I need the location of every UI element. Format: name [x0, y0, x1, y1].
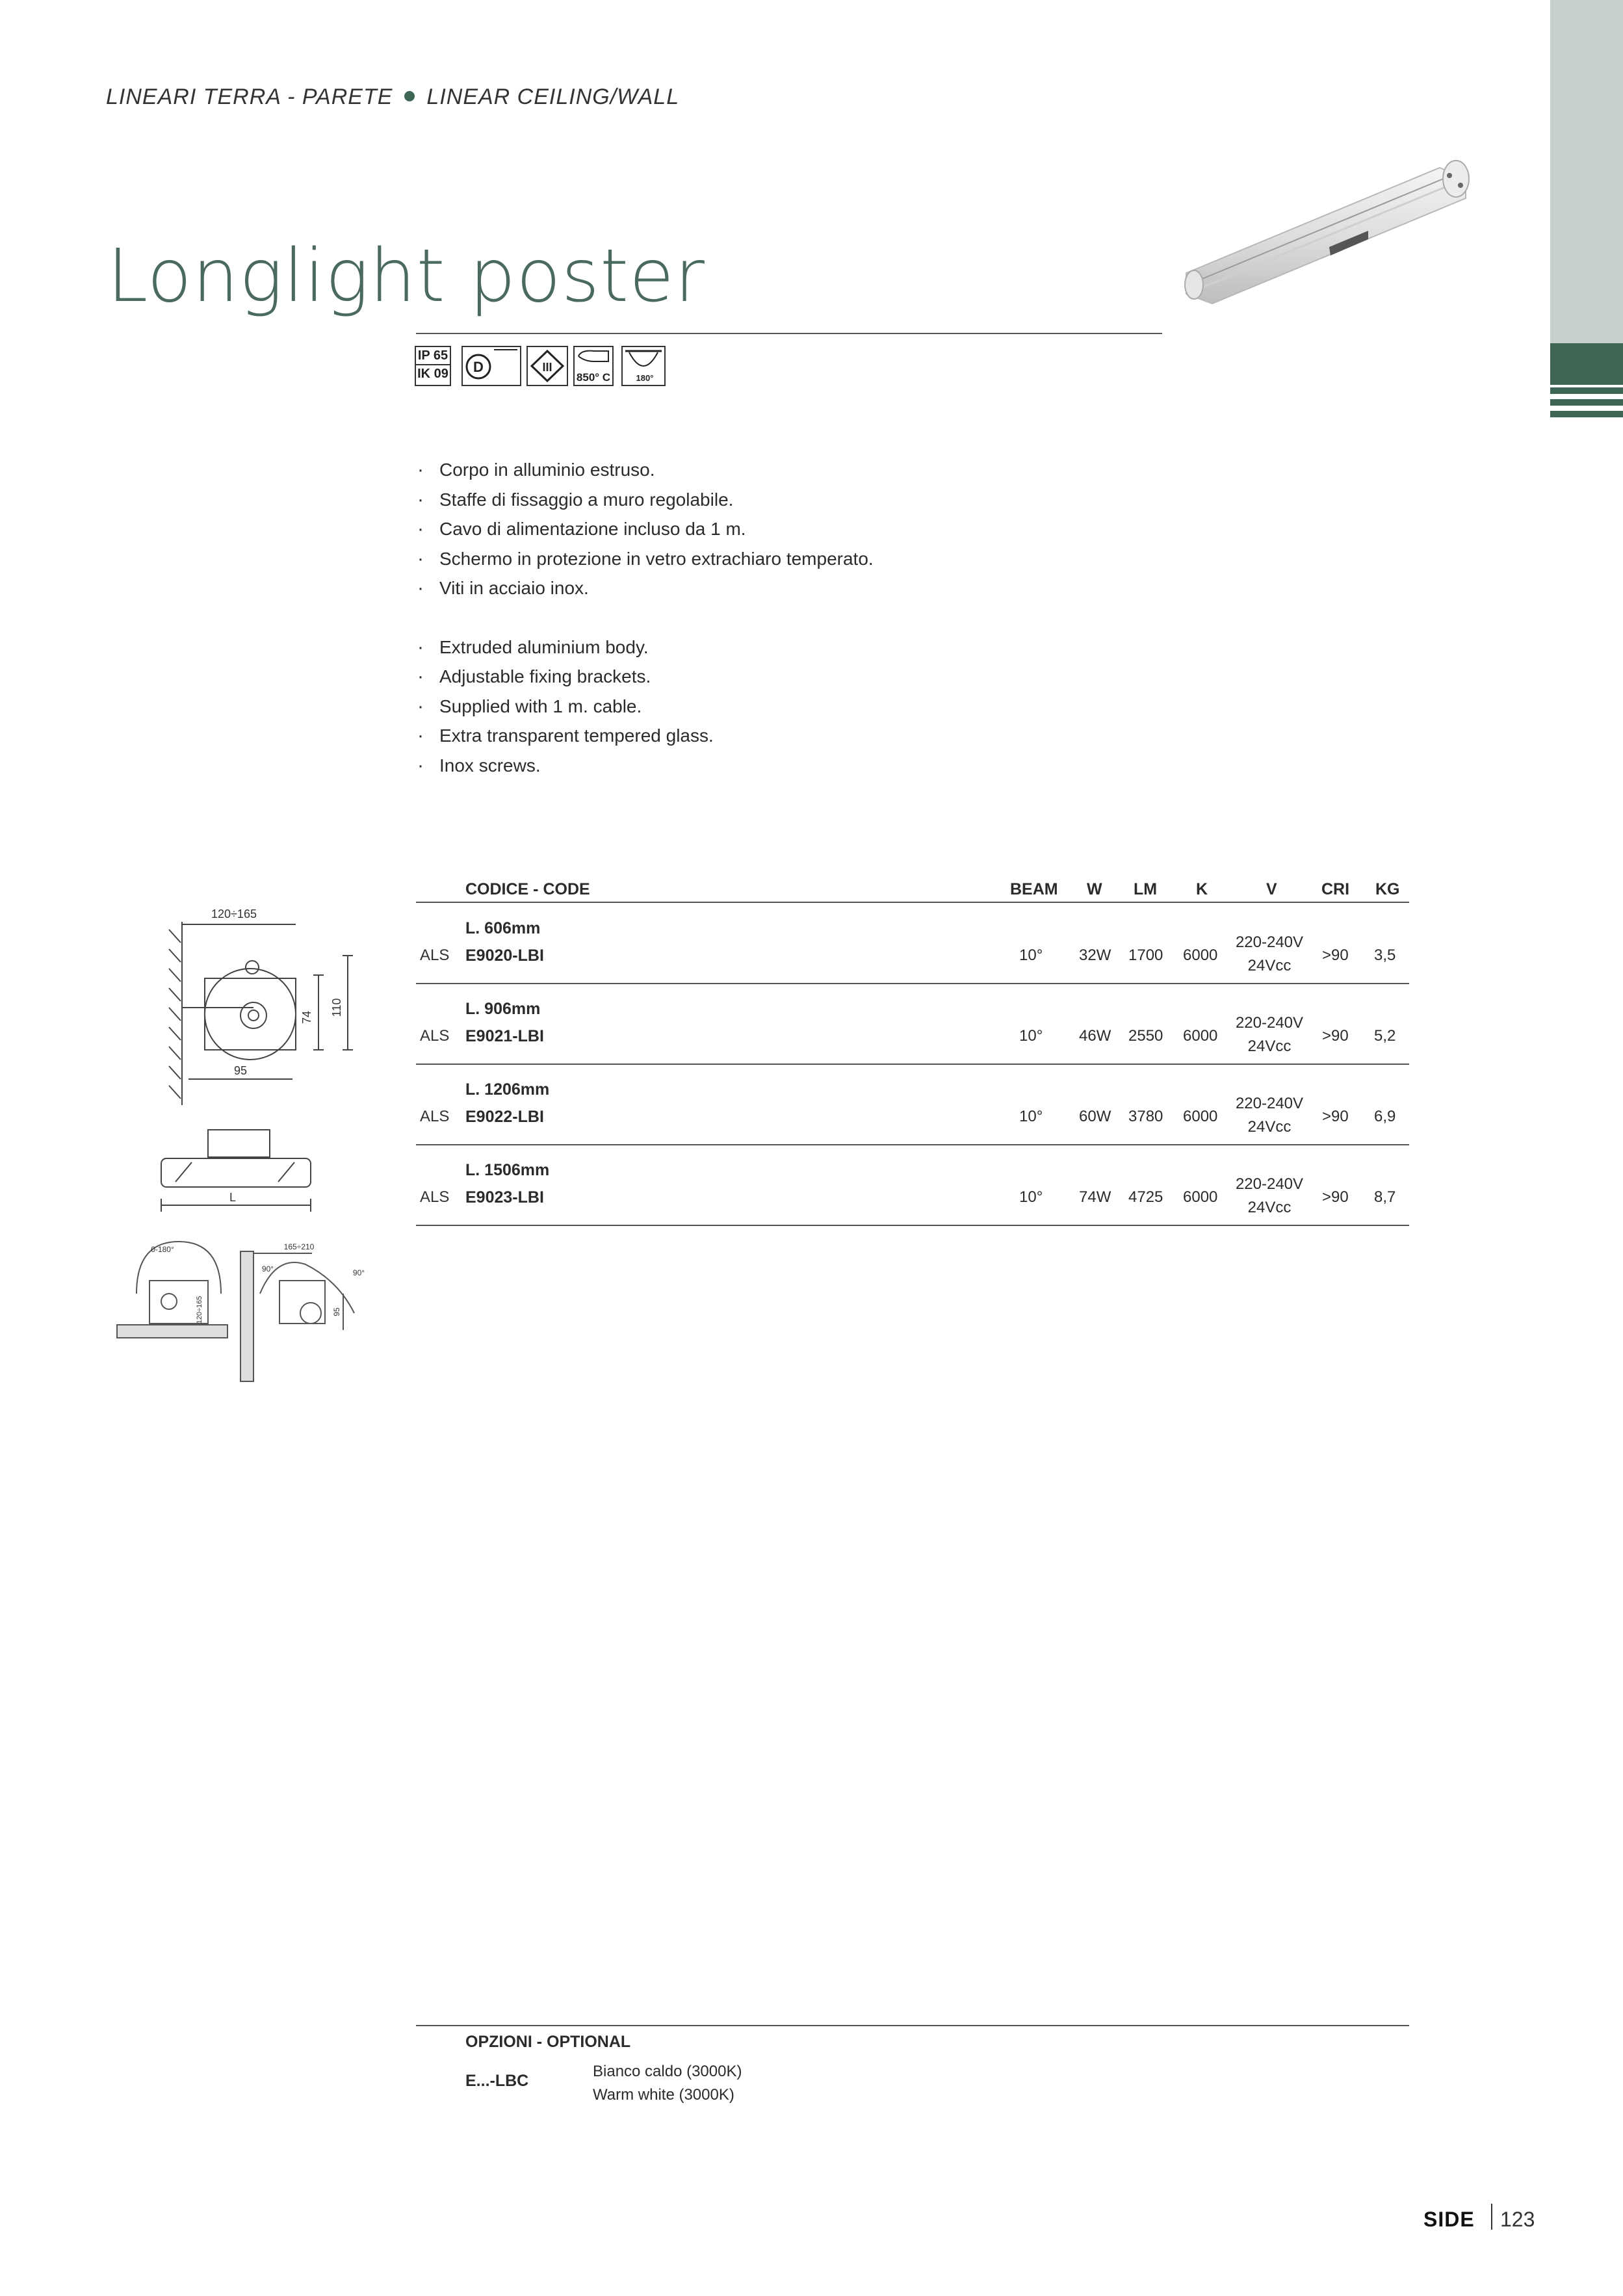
side-section-drawing: [169, 922, 353, 1105]
optional-header: OPZIONI - OPTIONAL: [465, 2033, 631, 2051]
title-divider: [416, 333, 1162, 334]
angle-label: 180°: [636, 373, 654, 383]
feature-item: · Supplied with 1 m. cable.: [417, 692, 874, 722]
lumen-cell: 4725: [1128, 1188, 1163, 1206]
feature-list: [417, 455, 874, 780]
category-en: LINEAR CEILING/WALL: [426, 85, 680, 109]
voltage-cell: [1227, 1173, 1312, 1220]
ik-rating: IK 09: [417, 367, 448, 381]
glow-wire-icon: [573, 346, 614, 386]
lumen-cell: 3780: [1128, 1108, 1163, 1125]
dim-label: 110: [330, 998, 343, 1017]
bullet-dot-icon: [404, 91, 415, 101]
dim-label: 74: [300, 1010, 313, 1024]
kelvin-cell: 6000: [1183, 946, 1218, 964]
length-cell: L. 1506mm: [465, 1161, 550, 1179]
optional-divider: [416, 2025, 1409, 2026]
dim-label: 120÷165: [196, 1296, 203, 1324]
feature-item: · Extruded aluminium body.: [417, 633, 874, 662]
ip-ik-rating-icon: [415, 346, 451, 386]
kg-cell: 6,9: [1374, 1108, 1396, 1125]
col-header-w: W: [1087, 880, 1102, 898]
col-header-lm: LM: [1134, 880, 1158, 898]
optional-description: [593, 2060, 742, 2107]
feature-item: · Extra transparent tempered glass.: [417, 721, 874, 751]
col-header-k: K: [1196, 880, 1208, 898]
optional-desc-it: Bianco caldo (3000K): [593, 2063, 742, 2080]
kg-cell: 8,7: [1374, 1188, 1396, 1206]
table-row: [416, 904, 1409, 984]
code-cell: E9021-LBI: [465, 1027, 544, 1045]
cri-cell: >90: [1322, 1188, 1349, 1206]
technical-drawings: [104, 891, 377, 1385]
d-mark-icon: [461, 346, 521, 386]
voltage-ac: 220-240V: [1235, 933, 1304, 951]
cri-cell: >90: [1322, 1108, 1349, 1125]
prefix-cell: ALS: [420, 1188, 450, 1206]
dim-label: L: [229, 1191, 237, 1204]
side-tab-line: [1550, 399, 1623, 406]
dim-label: 90°: [352, 1268, 365, 1277]
voltage-dc: 24Vcc: [1247, 957, 1292, 974]
optional-code: E...-LBC: [465, 2072, 529, 2090]
footer-separator: [1491, 2204, 1492, 2230]
voltage-ac: 220-240V: [1235, 1175, 1304, 1193]
code-cell: E9022-LBI: [465, 1108, 544, 1126]
voltage-dc: 24Vcc: [1247, 1037, 1292, 1055]
page-title: Longlight poster: [107, 234, 705, 319]
class-label: III: [542, 361, 552, 374]
kelvin-cell: 6000: [1183, 1188, 1218, 1206]
code-cell: E9023-LBI: [465, 1188, 544, 1207]
voltage-ac: 220-240V: [1235, 1095, 1304, 1112]
dim-label: 95: [332, 1307, 341, 1316]
col-header-beam: BEAM: [1010, 880, 1058, 898]
beam-cell: 10°: [1019, 946, 1043, 964]
glow-label: 850° C: [576, 371, 611, 384]
feature-item: · Viti in acciaio inox.: [417, 573, 874, 603]
col-header-kg: KG: [1375, 880, 1400, 898]
svg-text:D: D: [473, 359, 484, 375]
watt-cell: 60W: [1079, 1108, 1111, 1125]
table-row: [416, 1145, 1409, 1226]
voltage-dc: 24Vcc: [1247, 1118, 1292, 1136]
side-tab-line: [1550, 411, 1623, 417]
prefix-cell: ALS: [420, 946, 450, 964]
category-it: LINEARI TERRA - PARETE: [106, 85, 393, 109]
feature-item: · Schermo in protezione in vetro extrachiaro temperato.: [417, 544, 874, 574]
feature-item: · Inox screws.: [417, 751, 874, 781]
kelvin-cell: 6000: [1183, 1027, 1218, 1045]
cri-cell: >90: [1322, 946, 1349, 964]
optional-desc-en: Warm white (3000K): [593, 2086, 734, 2104]
brand-name: SIDE: [1423, 2208, 1475, 2231]
category-breadcrumb: [106, 85, 679, 110]
voltage-cell: [1227, 1011, 1312, 1058]
dim-label: 95: [233, 1064, 248, 1077]
class-iii-icon: [526, 346, 568, 386]
beam-cell: 10°: [1019, 1027, 1043, 1045]
watt-cell: 32W: [1079, 946, 1111, 964]
dim-label: 90°: [261, 1264, 274, 1273]
length-cell: L. 906mm: [465, 1000, 541, 1018]
ip-rating: IP 65: [416, 347, 450, 365]
feature-item: · Corpo in alluminio estruso.: [417, 455, 874, 485]
prefix-cell: ALS: [420, 1027, 450, 1045]
cri-cell: >90: [1322, 1027, 1349, 1045]
col-header-code: CODICE - CODE: [465, 880, 590, 898]
voltage-ac: 220-240V: [1235, 1014, 1304, 1032]
beam-angle-icon: [621, 346, 666, 386]
prefix-cell: ALS: [420, 1108, 450, 1125]
table-header-divider: [416, 902, 1409, 903]
kg-cell: 3,5: [1374, 946, 1396, 964]
dim-label: 120÷165: [211, 907, 257, 920]
kelvin-cell: 6000: [1183, 1108, 1218, 1125]
length-cell: L. 606mm: [465, 919, 541, 937]
page-number: 123: [1500, 2208, 1535, 2231]
col-header-v: V: [1266, 880, 1277, 898]
rotation-drawing-left: [117, 1242, 227, 1338]
code-cell: E9020-LBI: [465, 946, 544, 965]
side-tab-line: [1550, 387, 1623, 394]
voltage-cell: [1227, 1092, 1312, 1139]
voltage-cell: [1227, 931, 1312, 978]
feature-item: · Staffe di fissaggio a muro regolabile.: [417, 485, 874, 515]
col-header-cri: CRI: [1321, 880, 1350, 898]
lumen-cell: 1700: [1128, 946, 1163, 964]
beam-cell: 10°: [1019, 1188, 1043, 1206]
kg-cell: 5,2: [1374, 1027, 1396, 1045]
side-tab-marker: [1550, 343, 1623, 385]
lumen-cell: 2550: [1128, 1027, 1163, 1045]
table-row: [416, 1065, 1409, 1145]
beam-cell: 10°: [1019, 1108, 1043, 1125]
length-cell: L. 1206mm: [465, 1080, 550, 1099]
watt-cell: 74W: [1079, 1188, 1111, 1206]
row-divider: [416, 1225, 1409, 1226]
feature-item: · Cavo di alimentazione incluso da 1 m.: [417, 514, 874, 544]
dim-label: 0-180°: [151, 1245, 174, 1254]
product-image: [1180, 150, 1472, 312]
voltage-dc: 24Vcc: [1247, 1199, 1292, 1216]
dim-label: 165÷210: [283, 1242, 315, 1251]
feature-item: · Adjustable fixing brackets.: [417, 662, 874, 692]
side-tab: [1550, 0, 1623, 345]
watt-cell: 46W: [1079, 1027, 1111, 1045]
table-row: [416, 984, 1409, 1065]
